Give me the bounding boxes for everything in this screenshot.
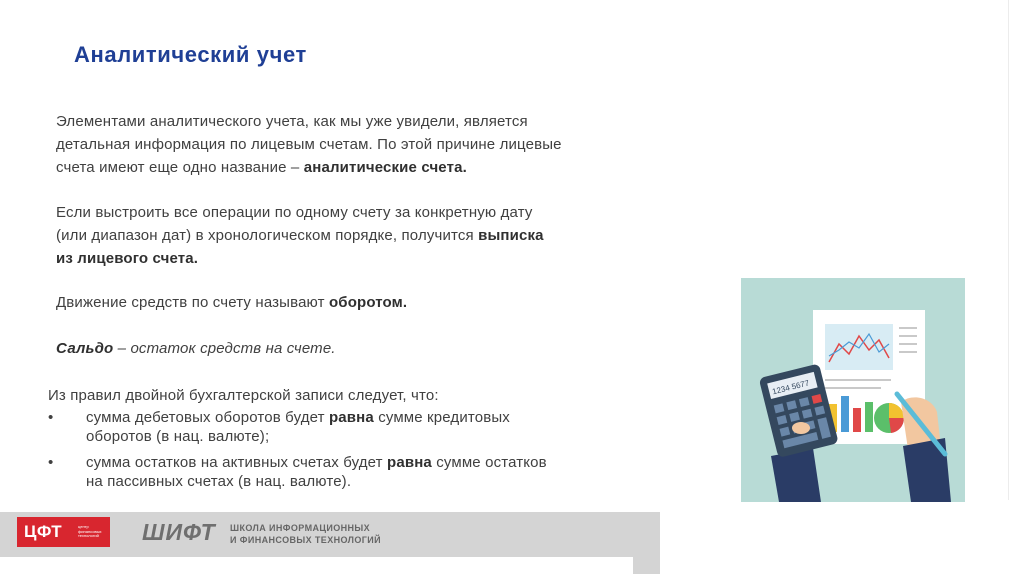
list-item [48, 408, 648, 446]
term-balance: Сальдо [56, 340, 114, 357]
list-item-line [86, 453, 648, 472]
cft-logo-text: ЦФТ [24, 522, 63, 541]
paragraph-text: – остаток средств на счете. [113, 340, 336, 357]
list-item-line [86, 408, 648, 427]
paragraph-text: Движение средств по счету называют [56, 294, 329, 311]
list-item-text: сумме остатков [431, 454, 547, 471]
paragraph-analytical-accounts [56, 110, 656, 179]
slide-title: Аналитический учет [74, 42, 307, 67]
bar-chart-icon [841, 396, 849, 432]
paragraph-line: Элементами аналитического учета, как мы уже увидели, является [56, 113, 528, 130]
paragraph-line: Если выстроить все операции по одному счету за конкретную дату [56, 204, 533, 221]
paragraph-text: (или диапазон дат) в хронологическом порядке, получится [56, 227, 479, 244]
school-name-line: И ФИНАНСОВЫХ ТЕХНОЛОГИЙ [230, 535, 382, 545]
list-item [48, 453, 648, 491]
paragraph-turnover [56, 291, 656, 314]
term-equal: равна [328, 409, 374, 426]
paragraph-text: счета имеют еще одно название – [56, 159, 304, 176]
list-item-text: сумме кредитовых [373, 409, 510, 426]
accounting-illustration [741, 278, 965, 502]
cft-logo-caption: центр финансовых технологий [78, 524, 102, 538]
double-entry-rules [48, 386, 648, 498]
shift-logo: ШИФТ [142, 519, 216, 545]
school-name-line: ШКОЛА ИНФОРМАЦИОННЫХ [230, 523, 371, 533]
left-sleeve-icon [771, 448, 821, 502]
slide-edge-divider [1008, 0, 1009, 500]
list-item-line: на пассивных счетах (в нац. валюте). [86, 473, 352, 490]
thumb-icon [792, 422, 810, 434]
list-item-line: оборотов (в нац. валюте); [86, 428, 270, 445]
term-statement: выписка [478, 227, 544, 244]
paragraph-line [56, 247, 656, 270]
bar-chart-icon [853, 408, 861, 432]
paragraph-line: детальная информация по лицевым счетам. По этой причине лицевые [56, 136, 562, 153]
footer-bar-step [633, 537, 660, 574]
list-item-text: сумма остатков на активных счетах будет [86, 454, 388, 471]
paragraph-balance [56, 337, 656, 360]
bullet-marker: • [48, 409, 54, 426]
calculator-display-text: 1234 5677 [771, 378, 811, 397]
term-analytical-accounts: аналитические счета. [303, 159, 467, 176]
term-equal: равна [387, 454, 432, 471]
school-name [230, 522, 381, 546]
term-statement-cont: из лицевого счета. [56, 250, 199, 267]
cft-logo [17, 517, 110, 547]
paragraph-account-statement [56, 201, 656, 270]
term-turnover: оборотом. [328, 294, 408, 311]
paragraph-line [56, 156, 656, 179]
list-item-text: сумма дебетовых оборотов будет [86, 409, 329, 426]
bar-chart-icon [865, 402, 873, 432]
paragraph-line [56, 224, 656, 247]
rules-intro: Из правил двойной бухгалтерской записи следует, что: [48, 387, 439, 404]
right-sleeve-icon [903, 438, 951, 502]
bullet-marker: • [48, 454, 54, 471]
